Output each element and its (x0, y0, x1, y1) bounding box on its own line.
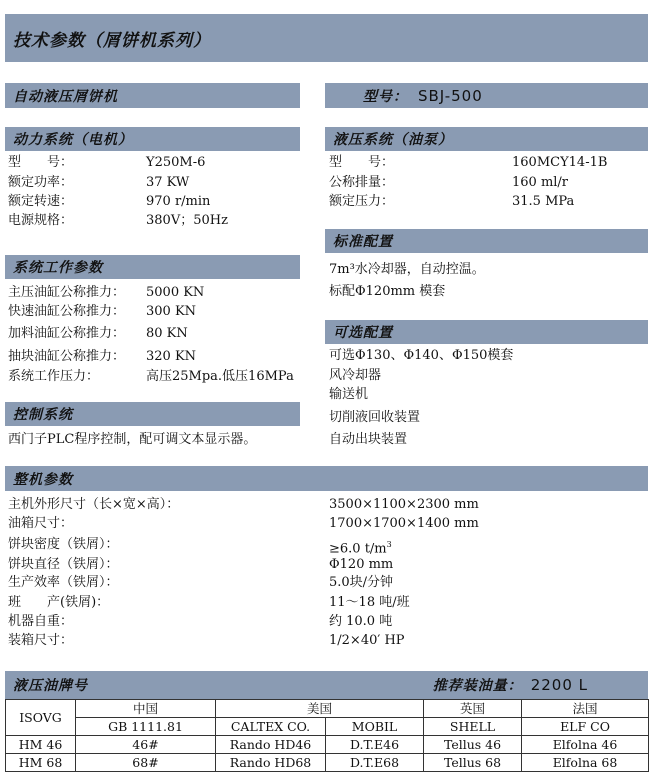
standard-line: 标配Φ120mm 模套 (329, 284, 446, 299)
isovg-header: ISOVG (6, 700, 76, 736)
oil-section-bar (5, 671, 648, 699)
table-row (6, 700, 649, 718)
table-cell: 46# (76, 736, 216, 754)
model-label: 型号： (363, 88, 408, 105)
brand-header: CALTEX CO. (216, 718, 326, 736)
table-row (6, 736, 649, 754)
hydraulic-section-title: 液压系统（油泵） (325, 127, 648, 151)
table-cell: Tellus 46 (424, 736, 522, 754)
optional-line: 输送机 (329, 387, 369, 402)
table-cell: Elfolna 68 (522, 754, 649, 772)
model-bar (325, 83, 648, 108)
table-cell: Rando HD68 (216, 754, 326, 772)
power-section-title: 动力系统（电机） (5, 127, 300, 151)
optional-line: 切削液回收装置 (329, 410, 421, 425)
standard-line: 7m³水冷却器，自动控温。 (329, 262, 485, 277)
control-section-title: 控制系统 (5, 402, 300, 426)
oil-amount (433, 675, 588, 695)
brand-header: GB 1111.81 (76, 718, 216, 736)
table-cell: Tellus 68 (424, 754, 522, 772)
brand-header: ELF CO (522, 718, 649, 736)
table-cell: 68# (76, 754, 216, 772)
optional-line: 可选Φ130、Φ140、Φ150模套 (329, 348, 514, 363)
country-header: 中国 (76, 700, 216, 718)
control-text: 西门子PLC程序控制，配可调文本显示器。 (8, 432, 257, 447)
table-row (6, 718, 649, 736)
work-section-title: 系统工作参数 (5, 255, 300, 279)
country-header: 英国 (424, 700, 522, 718)
country-header: 美国 (216, 700, 424, 718)
oil-table (5, 699, 649, 772)
table-cell: D.T.E46 (326, 736, 424, 754)
oil-amount-label: 推荐装油量： (432, 678, 523, 694)
table-cell: Elfolna 46 (522, 736, 649, 754)
product-name-bar: 自动液压屑饼机 (5, 83, 300, 108)
machine-section-title: 整机参数 (5, 466, 648, 491)
brand-header: MOBIL (326, 718, 424, 736)
table-cell: D.T.E68 (326, 754, 424, 772)
table-row (6, 754, 649, 772)
optional-line: 风冷却器 (329, 368, 382, 383)
brand-header: SHELL (424, 718, 522, 736)
optional-section-title: 可选配置 (325, 320, 648, 344)
oil-amount-value: 2200 L (530, 676, 588, 694)
table-cell: Rando HD46 (216, 736, 326, 754)
standard-section-title: 标准配置 (325, 229, 648, 253)
table-cell: HM 46 (6, 736, 76, 754)
oil-section-title: 液压油牌号 (13, 678, 88, 694)
country-header: 法国 (522, 700, 649, 718)
page-title: 技术参数（屑饼机系列） (5, 14, 648, 62)
table-cell: HM 68 (6, 754, 76, 772)
model-value: SBJ-500 (418, 86, 483, 105)
optional-line: 自动出块装置 (329, 432, 408, 447)
